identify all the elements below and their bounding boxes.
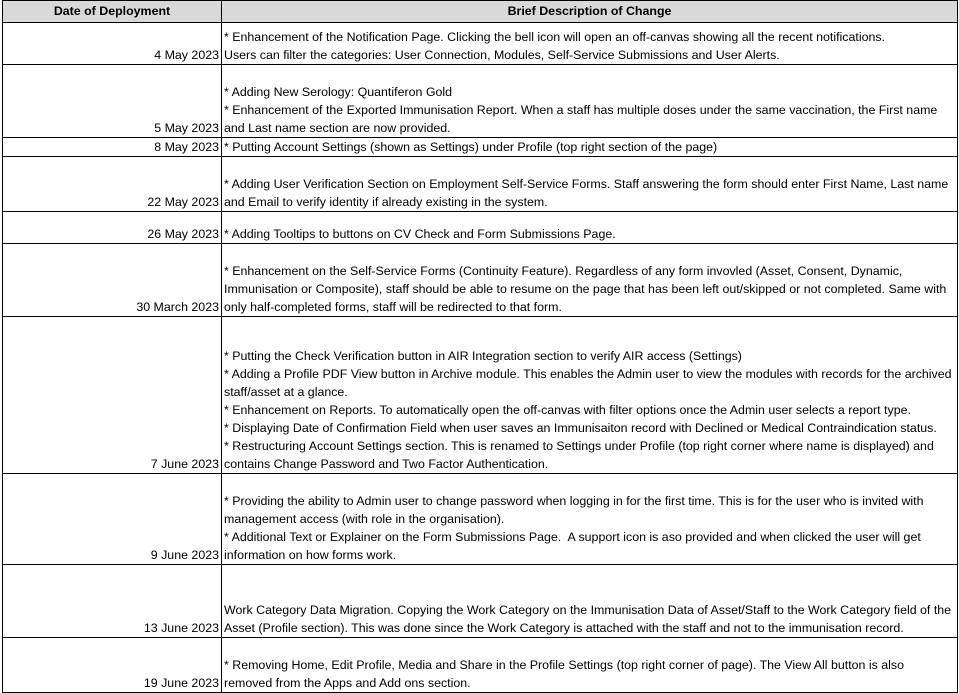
change-description-cell[interactable]: * Removing Home, Edit Profile, Media and Share in the Profile Settings (top right corner of page). The View All button is also removed from the Apps and Add ons section. (222, 638, 958, 693)
change-description-cell[interactable]: * Providing the ability to Admin user to change password when logging in for the first time. This is for the user who is invited with management access (with role in the organisation). * Additional Text or Explainer on the Form Submissions Page. A support icon is aso provided and when clicked the user will get information on how forms work. (222, 474, 958, 565)
deployment-date-cell[interactable]: 19 June 2023 (3, 638, 222, 693)
table-row (3, 638, 958, 693)
change-description-cell[interactable]: * Enhancement of the Notification Page. Clicking the bell icon will open an off-canvas showing all the recent notifications. Users can filter the categories: User Connection, Modules, Self-Service Submissions and User Alerts. (222, 23, 958, 65)
table-row (3, 157, 958, 212)
deployment-date-cell[interactable]: 9 June 2023 (3, 474, 222, 565)
change-description-cell[interactable]: * Putting the Check Verification button in AIR Integration section to verify AIR access (Settings) * Adding a Profile PDF View button in Archive module. This enables the Admin user to view the modules with records for the archived staff/asset at a glance. * Enhancement on Reports. To automatically open the off-canvas with filter options once the Admin user selects a report type. * Displaying Date of Confirmation Field when user saves an Immunisaiton record with Declined or Medical Contraindication status. * Restructuring Account Settings section. This is renamed to Settings under Profile (top right corner where name is displayed) and contains Change Password and Two Factor Authentication. (222, 317, 958, 474)
deployment-date-cell[interactable]: 7 June 2023 (3, 317, 222, 474)
change-description-cell[interactable]: * Adding User Verification Section on Employment Self-Service Forms. Staff answering the form should enter First Name, Last name and Email to verify identity if already existing in the system. (222, 157, 958, 212)
deployment-date-cell[interactable]: 4 May 2023 (3, 23, 222, 65)
change-description-cell[interactable]: * Enhancement on the Self-Service Forms (Continuity Feature). Regardless of any form invovled (Asset, Consent, Dynamic, Immunisation or Composite), staff should be able to resume on the page that has been left out/skipped or not completed. Same with only half-completed forms, staff will be redirected to that form. (222, 244, 958, 317)
table-row (3, 65, 958, 138)
deployment-date-cell[interactable]: 26 May 2023 (3, 212, 222, 244)
deployment-date-cell[interactable]: 22 May 2023 (3, 157, 222, 212)
table-row (3, 138, 958, 157)
header-row (3, 1, 958, 23)
table-row (3, 565, 958, 638)
table-row (3, 474, 958, 565)
deployment-date-cell[interactable]: 13 June 2023 (3, 565, 222, 638)
table-row (3, 244, 958, 317)
deployment-date-cell[interactable]: 30 March 2023 (3, 244, 222, 317)
description-column-header[interactable]: Brief Description of Change (222, 1, 958, 23)
table-row (3, 212, 958, 244)
change-description-cell[interactable]: * Adding New Serology: Quantiferon Gold * Enhancement of the Exported Immunisation Report. When a staff has multiple doses under the same vaccination, the First name and Last name section are now provided. (222, 65, 958, 138)
table-row (3, 317, 958, 474)
date-column-header[interactable]: Date of Deployment (3, 1, 222, 23)
change-description-cell[interactable]: Work Category Data Migration. Copying the Work Category on the Immunisation Data of Asset/Staff to the Work Category field of the Asset (Profile section). This was done since the Work Category is attached with the staff and not to the immunisation record. (222, 565, 958, 638)
change-description-cell[interactable]: * Adding Tooltips to buttons on CV Check and Form Submissions Page. (222, 212, 958, 244)
deployment-changelog-table (2, 0, 958, 693)
change-description-cell[interactable]: * Putting Account Settings (shown as Settings) under Profile (top right section of the page) (222, 138, 958, 157)
table-row (3, 23, 958, 65)
deployment-date-cell[interactable]: 5 May 2023 (3, 65, 222, 138)
deployment-date-cell[interactable]: 8 May 2023 (3, 138, 222, 157)
